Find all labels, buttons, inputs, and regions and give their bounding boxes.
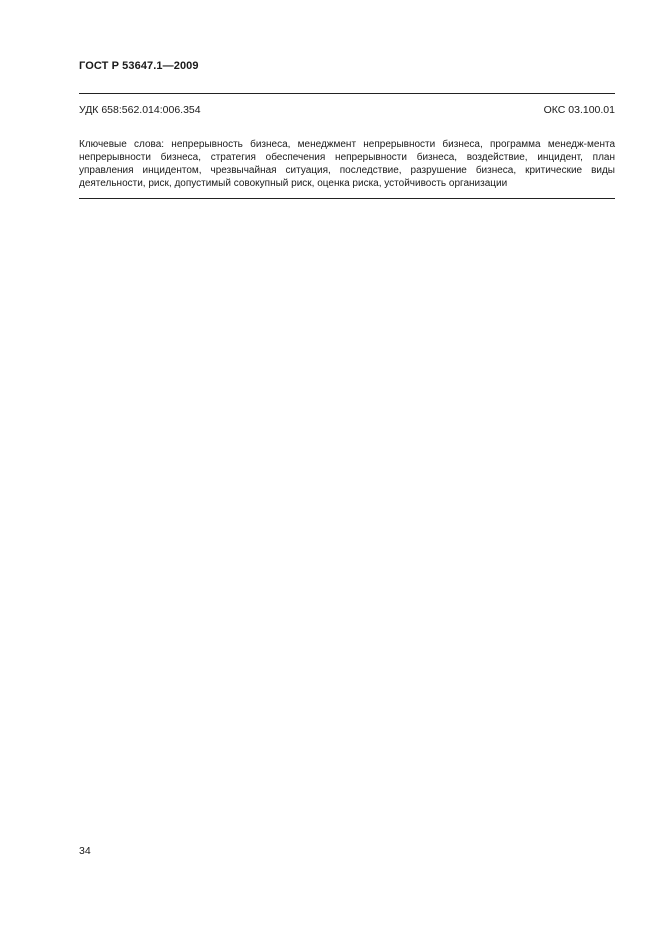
top-divider	[79, 93, 615, 94]
page-number: 34	[79, 845, 91, 857]
bottom-divider	[79, 198, 615, 199]
udk-code: УДК 658:562.014:006.354	[79, 104, 201, 116]
oks-code: ОКС 03.100.01	[543, 104, 615, 116]
keywords-paragraph: Ключевые слова: непрерывность бизнеса, менеджмент непрерывности бизнеса, программа менедж-мента непрерывности бизнеса, стратегия обеспечения непрерывности бизнеса, воздействие, инцидент, план управления инцидентом, чрезвычайная ситуация, последствие, разрушение бизнеса, критические виды деятельности, риск, допустимый совокупный риск, оценка риска, устойчивость организации	[79, 139, 615, 189]
standard-id-header: ГОСТ Р 53647.1—2009	[79, 60, 199, 72]
